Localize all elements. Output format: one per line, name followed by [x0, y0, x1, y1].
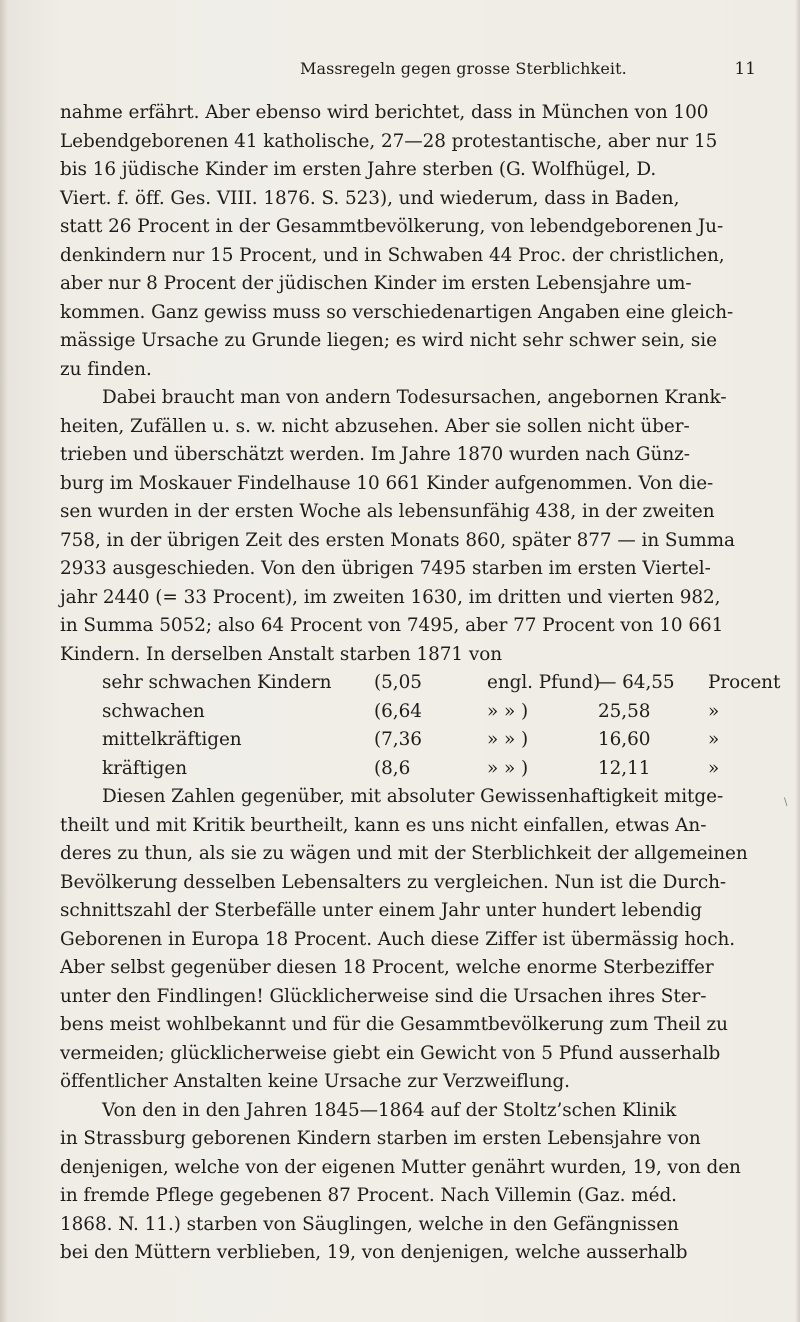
text-line: burg im Moskauer Findelhause 10 661 Kinder aufgenommen. Von die- — [60, 472, 714, 494]
page-fold-mark: \ — [784, 797, 788, 808]
text-line: bens meist wohlbekannt und für die Gesammtbevölkerung zum Theil zu — [60, 1014, 728, 1035]
text-line: zu finden. — [60, 358, 152, 380]
text-line: theilt und mit Kritik beurtheilt, kann es uns nicht einfallen, etwas An- — [60, 814, 707, 836]
table-row-unit: » » ) — [487, 729, 529, 750]
text-line: nahme erfährt. Aber ebenso wird berichtet, dass in München von 100 — [60, 102, 709, 123]
table-row-weight: (6,64 — [374, 700, 422, 722]
text-line: 2933 ausgeschieden. Von den übrigen 7495 starben im ersten Viertel- — [60, 558, 711, 579]
table-row-suffix: » — [708, 757, 720, 779]
text-line: Geborenen in Europa 18 Procent. Auch diese Ziffer ist übermässig hoch. — [60, 928, 736, 950]
text-line: aber nur 8 Procent der jüdischen Kinder im ersten Lebensjahre um- — [60, 273, 692, 294]
text-line: unter den Findlingen! Glücklicherweise sind die Ursachen ihres Ster- — [60, 985, 707, 1007]
text-line: 1868. N. 11.) starben von Säuglingen, welche in den Gefängnissen — [60, 1213, 679, 1235]
text-line: in Summa 5052; also 64 Procent von 7495, aber 77 Procent von 10 661 — [60, 615, 724, 636]
table-row-label: schwachen — [102, 700, 205, 722]
table-row — [60, 669, 780, 698]
text-line: heiten, Zufällen u. s. w. nicht abzusehen. Aber sie sollen nicht über- — [60, 415, 690, 437]
page-number: 11 — [734, 59, 756, 79]
text-line: denjenigen, welche von der eigenen Mutter genährt wurden, 19, von den — [60, 1156, 741, 1178]
text-line: deres zu thun, als sie zu wägen und mit der Sterblichkeit der allgemeinen — [60, 843, 748, 864]
table-row-weight: (8,6 — [374, 757, 411, 779]
table-row-unit: engl. Pfund) — [487, 672, 601, 693]
table-row-label: kräftigen — [102, 757, 188, 779]
text-line: in Strassburg geborenen Kindern starben im ersten Lebensjahre von — [60, 1128, 701, 1149]
text-line: in fremde Pflege gegebenen 87 Procent. Nach Villemin (Gaz. méd. — [60, 1185, 677, 1206]
text-line: mässige Ursache zu Grunde liegen; es wird nicht sehr schwer sein, sie — [60, 330, 717, 351]
text-line: kommen. Ganz gewiss muss so verschiedenartigen Angaben eine gleich- — [60, 301, 734, 323]
text-line: 758, in der übrigen Zeit des ersten Monats 860, später 877 — in Summa — [60, 529, 735, 551]
table-row-suffix: » — [708, 700, 720, 722]
table-row-percent: 25,58 — [598, 700, 651, 722]
table-row-percent: 12,11 — [598, 757, 651, 779]
table-row-weight: (7,36 — [374, 729, 422, 750]
text-line: jahr 2440 (= 33 Procent), im zweiten 1630, im dritten und vierten 982, — [60, 586, 721, 608]
table-row-suffix: Procent — [708, 672, 781, 693]
mortality-table — [60, 669, 780, 783]
text-line: trieben und überschätzt werden. Im Jahre 1870 wurden nach Günz- — [60, 444, 690, 465]
table-row-label: sehr schwachen Kindern — [102, 672, 332, 693]
table-row-label: mittelkräftigen — [102, 729, 242, 750]
text-line: sen wurden in der ersten Woche als lebensunfähig 438, in der zweiten — [60, 501, 715, 522]
paragraph-start-line: Von den in den Jahren 1845—1864 auf der Stoltz’schen Klinik — [102, 1099, 677, 1121]
table-row-suffix: » — [708, 729, 720, 750]
text-line: Aber selbst gegenüber diesen 18 Procent, welche enorme Sterbeziffer — [60, 957, 714, 978]
text-line: statt 26 Procent in der Gesammtbevölkerung, von lebendgeborenen Ju- — [60, 216, 724, 237]
table-row — [60, 755, 780, 784]
paragraph-start-line: Dabei braucht man von andern Todesursachen, angebornen Krank- — [102, 387, 727, 408]
text-line: Bevölkerung desselben Lebensalters zu vergleichen. Nun ist die Durch- — [60, 871, 727, 893]
table-row-percent: — 64,55 — [598, 672, 675, 693]
text-line: Viert. f. öff. Ges. VIII. 1876. S. 523), und wiederum, dass in Baden, — [60, 187, 680, 209]
text-line: Kindern. In derselben Anstalt starben 1871 von — [60, 643, 503, 665]
text-line: schnittszahl der Sterbefälle unter einem Jahr unter hundert lebendig — [60, 900, 702, 921]
text-line: Lebendgeborenen 41 katholische, 27—28 protestantische, aber nur 15 — [60, 130, 718, 152]
page-text — [60, 99, 780, 1268]
text-line: denkindern nur 15 Procent, und in Schwaben 44 Proc. der christlichen, — [60, 244, 725, 266]
table-row-unit: » » ) — [487, 700, 529, 722]
table-row-unit: » » ) — [487, 757, 529, 779]
page-gutter-shadow — [0, 0, 8, 1322]
running-title: Massregeln gegen grosse Sterblichkeit. — [300, 59, 627, 78]
page-edge-shadow — [795, 0, 800, 1322]
page-header — [60, 59, 770, 87]
table-row — [60, 698, 780, 727]
table-row-weight: (5,05 — [374, 672, 422, 693]
table-row-percent: 16,60 — [598, 729, 651, 750]
text-line: vermeiden; glücklicherweise giebt ein Gewicht von 5 Pfund ausserhalb — [60, 1042, 721, 1064]
text-line: bei den Müttern verblieben, 19, von denjenigen, welche ausserhalb — [60, 1242, 688, 1263]
text-line: bis 16 jüdische Kinder im ersten Jahre sterben (G. Wolfhügel, D. — [60, 159, 657, 180]
text-line: öffentlicher Anstalten keine Ursache zur Verzweiflung. — [60, 1071, 570, 1092]
paragraph-start-line: Diesen Zahlen gegenüber, mit absoluter Gewissenhaftigkeit mitge- — [102, 786, 724, 807]
table-row — [60, 726, 780, 755]
